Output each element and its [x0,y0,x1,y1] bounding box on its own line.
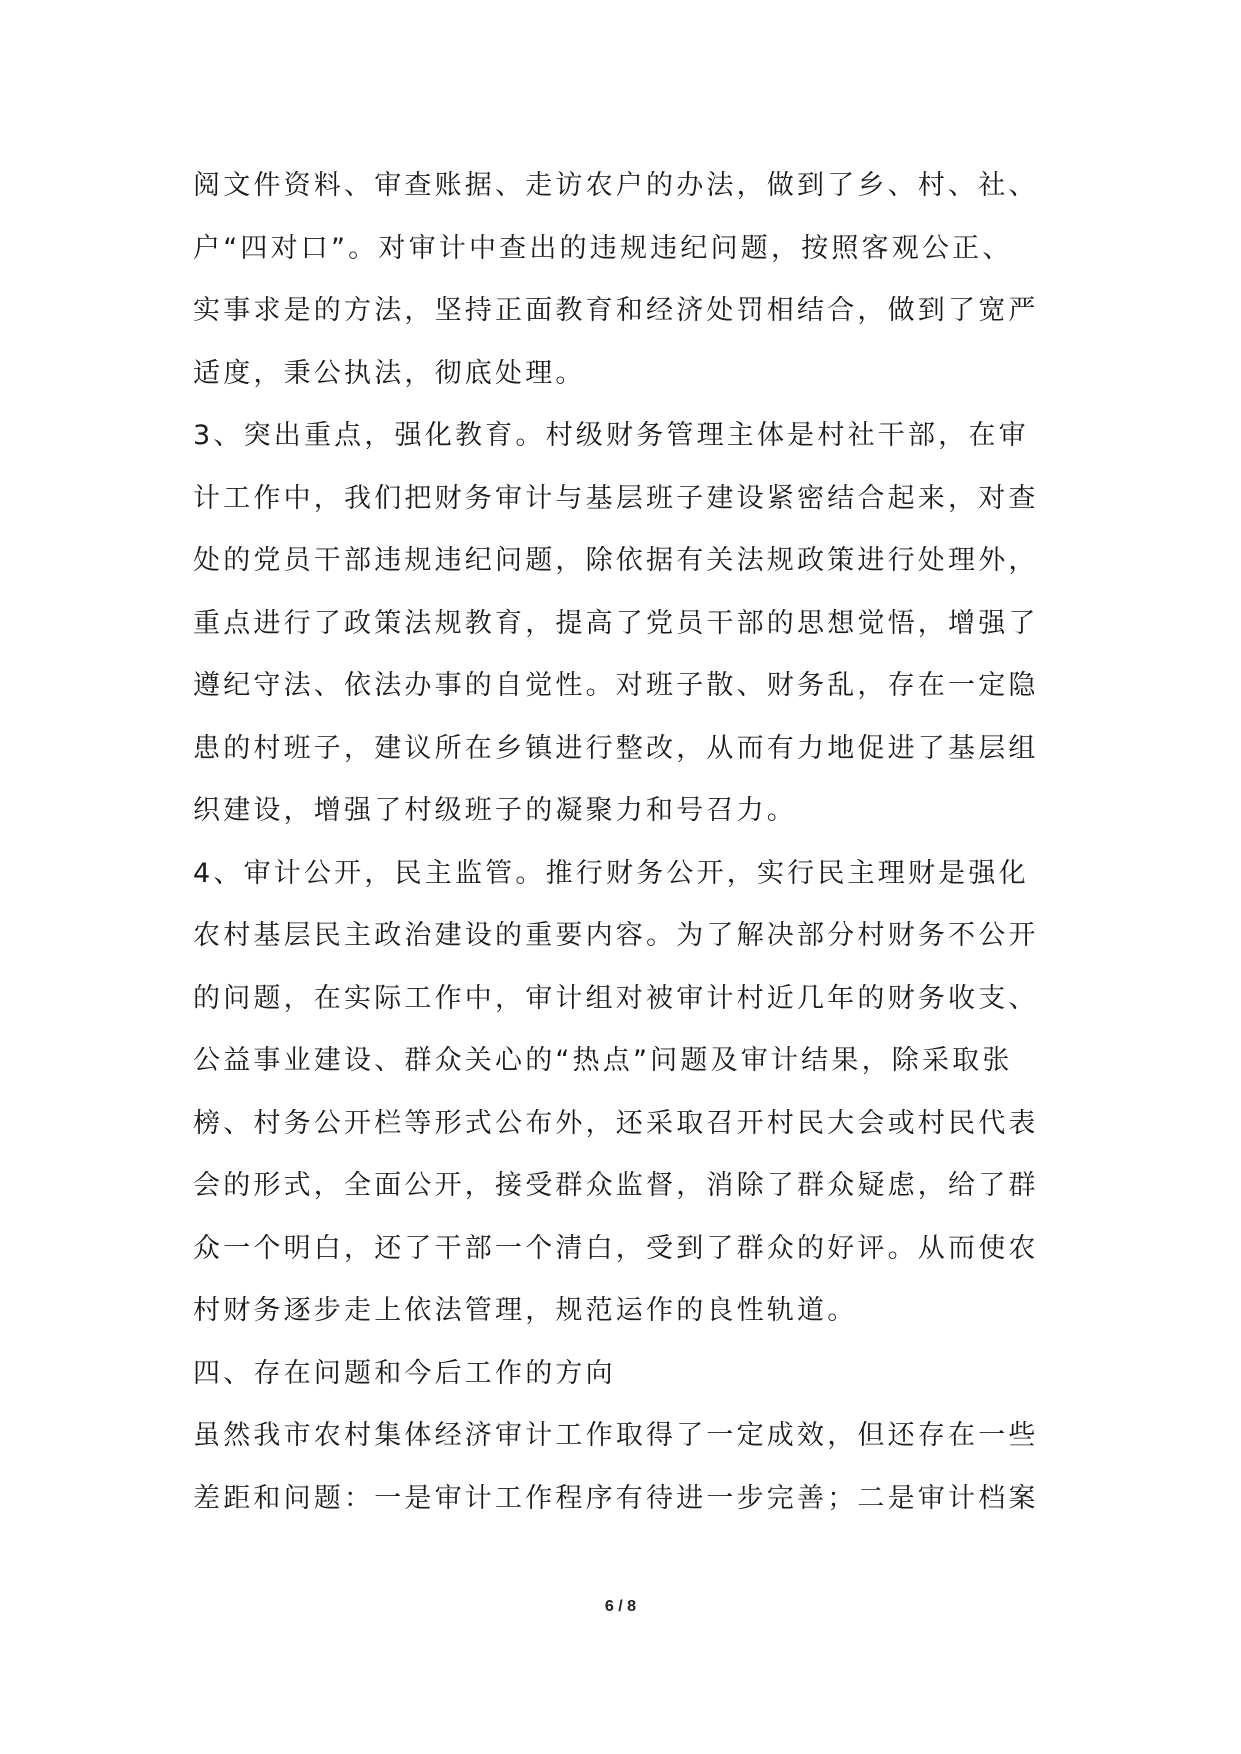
text-line: 3、突出重点，强化教育。村级财务管理主体是村社干部，在审 [193,420,1029,451]
text-line: 农村基层民主政治建设的重要内容。为了解决部分村财务不公开 [193,920,1039,951]
text-line: 公益事业建设、群众关心的“热点”问题及审计结果，除采取张 [193,1045,1013,1076]
body-text [193,155,1073,1530]
text-line: 众一个明白，还了干部一个清白，受到了群众的好评。从而使农 [193,1232,1039,1264]
text-line: 榜、村务公开栏等形式公布外，还采取召开村民大会或村民代表 [193,1107,1039,1139]
section-heading: 四、存在问题和今后工作的方向 [193,1357,616,1389]
text-line: 重点进行了政策法规教育，提高了党员干部的思想觉悟，增强了 [193,607,1039,639]
text-line: 的问题，在实际工作中，审计组对被审计村近几年的财务收支、 [193,982,1039,1014]
text-line: 遵纪守法、依法办事的自觉性。对班子散、财务乱，存在一定隐 [193,670,1039,701]
text-line: 村财务逐步走上依法管理，规范运作的良性轨道。 [193,1295,858,1326]
text-line: 患的村班子，建议所在乡镇进行整改，从而有力地促进了基层组 [193,732,1039,764]
text-line: 4、审计公开，民主监管。推行财务公开，实行民主理财是强化 [193,857,1029,889]
page-number: 6 / 8 [604,1598,637,1615]
text-line: 处的党员干部违规违纪问题，除依据有关法规政策进行处理外， [193,545,1039,576]
text-line: 差距和问题：一是审计工作程序有待进一步完善；二是审计档案 [193,1482,1039,1514]
text-line: 户“四对口”。对审计中查出的违规违纪问题，按照客观公正、 [193,232,1013,264]
text-line: 会的形式，全面公开，接受群众监督，消除了群众疑虑，给了群 [193,1170,1039,1201]
text-line: 阅文件资料、审查账据、走访农户的办法，做到了乡、村、社、 [193,170,1039,201]
text-line: 虽然我市农村集体经济审计工作取得了一定成效，但还存在一些 [193,1420,1039,1451]
text-line: 织建设，增强了村级班子的凝聚力和号召力。 [193,795,797,826]
text-line: 计工作中，我们把财务审计与基层班子建设紧密结合起来，对查 [193,482,1039,514]
text-line: 实事求是的方法，坚持正面教育和经济处罚相结合，做到了宽严 [193,295,1039,326]
text-line: 适度，秉公执法，彻底处理。 [193,357,586,389]
